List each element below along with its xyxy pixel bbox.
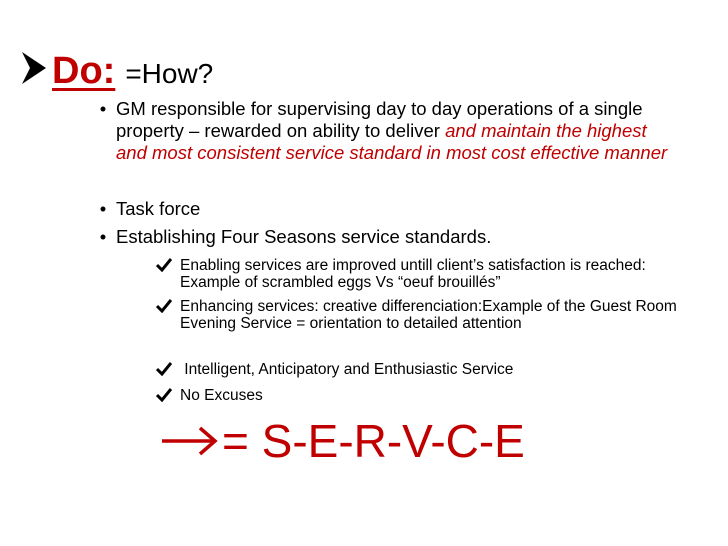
service-acronym <box>158 415 525 467</box>
slide-title <box>20 42 213 90</box>
service-text: = S-E-R-V-C-E <box>222 415 525 467</box>
sub-bullet-text: Enhancing services: creative differenciation:Example of the Guest Room Evening Service = orientation to detailed attention <box>180 298 677 332</box>
checkmark-icon <box>156 258 172 272</box>
title-question: =How? <box>125 58 214 89</box>
bullet-dot: • <box>99 198 107 219</box>
bullet-text: Task force <box>116 198 201 219</box>
sub-bullet-text: No Excuses <box>180 387 263 404</box>
sub-bullet-no-excuses <box>180 387 680 404</box>
sub-bullet-enabling <box>180 257 680 291</box>
bullet-task-force <box>99 198 676 220</box>
title-term: Do: <box>52 50 116 92</box>
checkmark-icon <box>156 388 172 402</box>
arrowhead-bullet-icon <box>20 50 48 86</box>
bullet-text: Establishing Four Seasons service standards. <box>116 226 492 247</box>
sub-bullet-enhancing <box>180 298 680 332</box>
bullet-dot: • <box>99 226 107 247</box>
right-arrow-icon <box>158 424 220 458</box>
checkmark-icon <box>156 362 172 376</box>
bullet-text: GM responsible for supervising day to day operations of a single property – rewarded on ability to deliver <box>116 98 643 141</box>
sub-bullet-text: Intelligent, Anticipatory and Enthusiastic Service <box>180 361 514 378</box>
bullet-highlight-text: and maintain the highest and most consistent service standard in most cost effective manner <box>116 120 668 163</box>
bullet-dot: • <box>99 98 107 119</box>
bullet-four-seasons <box>99 226 676 248</box>
bullet-gm <box>99 98 676 164</box>
sub-bullet-text: Enabling services are improved untill client’s satisfaction is reached: Example of scrambled eggs Vs “oeuf brouillés” <box>180 257 646 291</box>
sub-bullet-intelligent <box>180 361 680 378</box>
checkmark-icon <box>156 299 172 313</box>
